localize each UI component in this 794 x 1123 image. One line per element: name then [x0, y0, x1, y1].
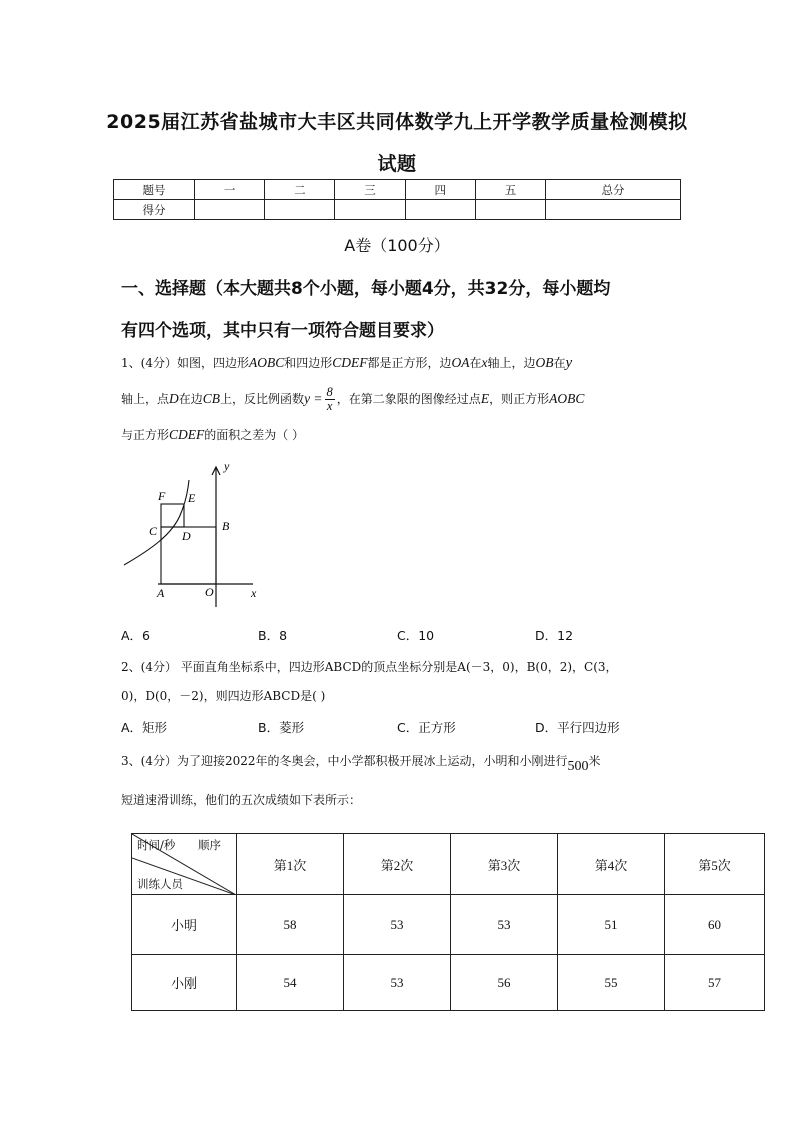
score-cell[interactable] — [265, 200, 335, 220]
q1-var: OA — [451, 355, 470, 370]
fraction-denominator: x — [326, 399, 333, 413]
score-header-cell: 三 — [335, 180, 405, 200]
results-corner-cell — [132, 834, 237, 895]
results-header-cell: 第1次 — [237, 834, 344, 895]
score-table-header-row — [114, 180, 681, 200]
q3-distance: 500 — [567, 759, 589, 774]
q2-line2: 0)，D(0，－2)，则四边形ABCD是( ) — [121, 689, 326, 703]
q1-text: 1、(4分）如图，四边形 — [121, 356, 249, 370]
document-title-line2: 试题 — [377, 153, 417, 175]
q1-text: 的面积之差为（ ） — [204, 428, 305, 442]
score-value: 54 — [237, 955, 344, 1011]
label-D: D — [182, 529, 191, 543]
q1-fraction — [325, 386, 335, 413]
q1-var: AOBC — [549, 391, 585, 406]
q1-text: ，则正方形 — [489, 392, 550, 406]
score-header-cell: 四 — [405, 180, 475, 200]
q1-var: CDEF — [332, 355, 368, 370]
fraction-numerator: 8 — [326, 385, 333, 399]
q2-option-a[interactable]: A．矩形 — [121, 720, 168, 735]
q1-option-b[interactable]: B．8 — [258, 628, 288, 643]
q2-option-b[interactable]: B．菱形 — [258, 720, 305, 735]
label-y: y — [224, 459, 230, 473]
q1-figure — [118, 455, 268, 615]
section-heading-line1: 一、选择题（本大题共8个小题，每小题4分，共32分，每小题均 — [121, 279, 611, 299]
score-value: 53 — [344, 955, 451, 1011]
results-header-row — [132, 834, 765, 895]
score-value: 58 — [237, 895, 344, 955]
q2-option-d[interactable]: D．平行四边形 — [535, 720, 620, 735]
row-name: 小明 — [132, 895, 237, 955]
corner-label-person: 训练人员 — [137, 877, 183, 891]
corner-label-time: 时间/秒 — [137, 838, 176, 852]
q1-var: E — [480, 391, 490, 406]
score-header-cell: 二 — [265, 180, 335, 200]
q1-text: 与正方形 — [121, 428, 170, 442]
q1-text: 都是正方形，边 — [367, 356, 452, 370]
label-A: A — [157, 586, 165, 600]
q1-text: 在 — [553, 356, 566, 370]
q1-line2 — [121, 381, 681, 417]
results-table — [131, 833, 765, 1011]
q1-var: y — [565, 355, 573, 371]
q1-var: x — [481, 355, 488, 370]
q1-text: 轴上，点 — [121, 392, 170, 406]
q1-line3 — [121, 425, 304, 445]
score-header-cell: 总分 — [546, 180, 681, 200]
q1-text: 上，反比例函数 — [220, 392, 305, 406]
score-cell[interactable] — [405, 200, 475, 220]
results-header-cell: 第2次 — [344, 834, 451, 895]
score-table — [113, 179, 681, 220]
q2-option-c[interactable]: C．正方形 — [397, 720, 456, 735]
q3-line2: 短道速滑训练，他们的五次成绩如下表所示： — [121, 793, 362, 807]
label-B: B — [222, 519, 230, 533]
row-name: 小刚 — [132, 955, 237, 1011]
q1-line1 — [121, 353, 681, 373]
q1-var: CDEF — [169, 427, 205, 442]
q1-text: 轴上，边 — [487, 356, 536, 370]
section-heading-line2: 有四个选项，其中只有一项符合题目要求） — [121, 321, 444, 341]
score-cell[interactable] — [546, 200, 681, 220]
q1-text: ，在第二象限的图像经过点 — [336, 392, 481, 406]
label-O: O — [205, 585, 214, 599]
label-F: F — [158, 489, 166, 503]
hyperbola-curve — [124, 480, 189, 565]
score-value: 51 — [558, 895, 665, 955]
score-cell[interactable] — [475, 200, 545, 220]
score-value: 57 — [665, 955, 765, 1011]
q1-text: 在边 — [178, 392, 203, 406]
label-x: x — [251, 586, 257, 600]
q1-var: OB — [535, 355, 554, 370]
document-title-line1: 2025届江苏省盐城市大丰区共同体数学九上开学教学质量检测模拟 — [106, 111, 688, 133]
q3-text: 3、(4分）为了迎接2022年的冬奥会，中小学都积极开展冰上运动，小明和小刚进行 — [121, 754, 568, 768]
q1-option-c[interactable]: C．10 — [397, 628, 435, 643]
q1-option-a[interactable]: A．6 — [121, 628, 151, 643]
q2-line1: 2、(4分） 平面直角坐标系中，四边形ABCD的顶点坐标分别是A(－3，0)，B(0，2)，C(3， — [121, 660, 618, 674]
score-cell[interactable] — [335, 200, 405, 220]
score-header-cell: 一 — [195, 180, 265, 200]
score-value: 60 — [665, 895, 765, 955]
label-C: C — [149, 524, 158, 538]
results-header-cell: 第5次 — [665, 834, 765, 895]
q1-option-d[interactable]: D．12 — [535, 628, 574, 643]
q1-text: 在 — [469, 356, 482, 370]
table-row — [132, 895, 765, 955]
score-cell[interactable] — [195, 200, 265, 220]
results-header-cell: 第4次 — [558, 834, 665, 895]
score-table-score-row — [114, 200, 681, 220]
q1-function: y = — [304, 391, 323, 406]
q1-text: 和四边形 — [284, 356, 333, 370]
score-header-cell: 题号 — [114, 180, 195, 200]
score-header-cell: 五 — [475, 180, 545, 200]
score-value: 53 — [344, 895, 451, 955]
score-row-label: 得分 — [114, 200, 195, 220]
q1-var: D — [169, 391, 179, 406]
score-value: 53 — [451, 895, 558, 955]
results-header-cell: 第3次 — [451, 834, 558, 895]
q1-var: CB — [202, 391, 221, 406]
q3-unit: 米 — [588, 754, 601, 768]
corner-label-order: 顺序 — [198, 838, 221, 852]
q3-line1 — [121, 751, 601, 772]
table-row — [132, 955, 765, 1011]
label-E: E — [188, 491, 196, 505]
volume-heading: A卷（100分） — [344, 236, 450, 255]
score-value: 56 — [451, 955, 558, 1011]
q1-var: AOBC — [248, 355, 285, 370]
score-value: 55 — [558, 955, 665, 1011]
